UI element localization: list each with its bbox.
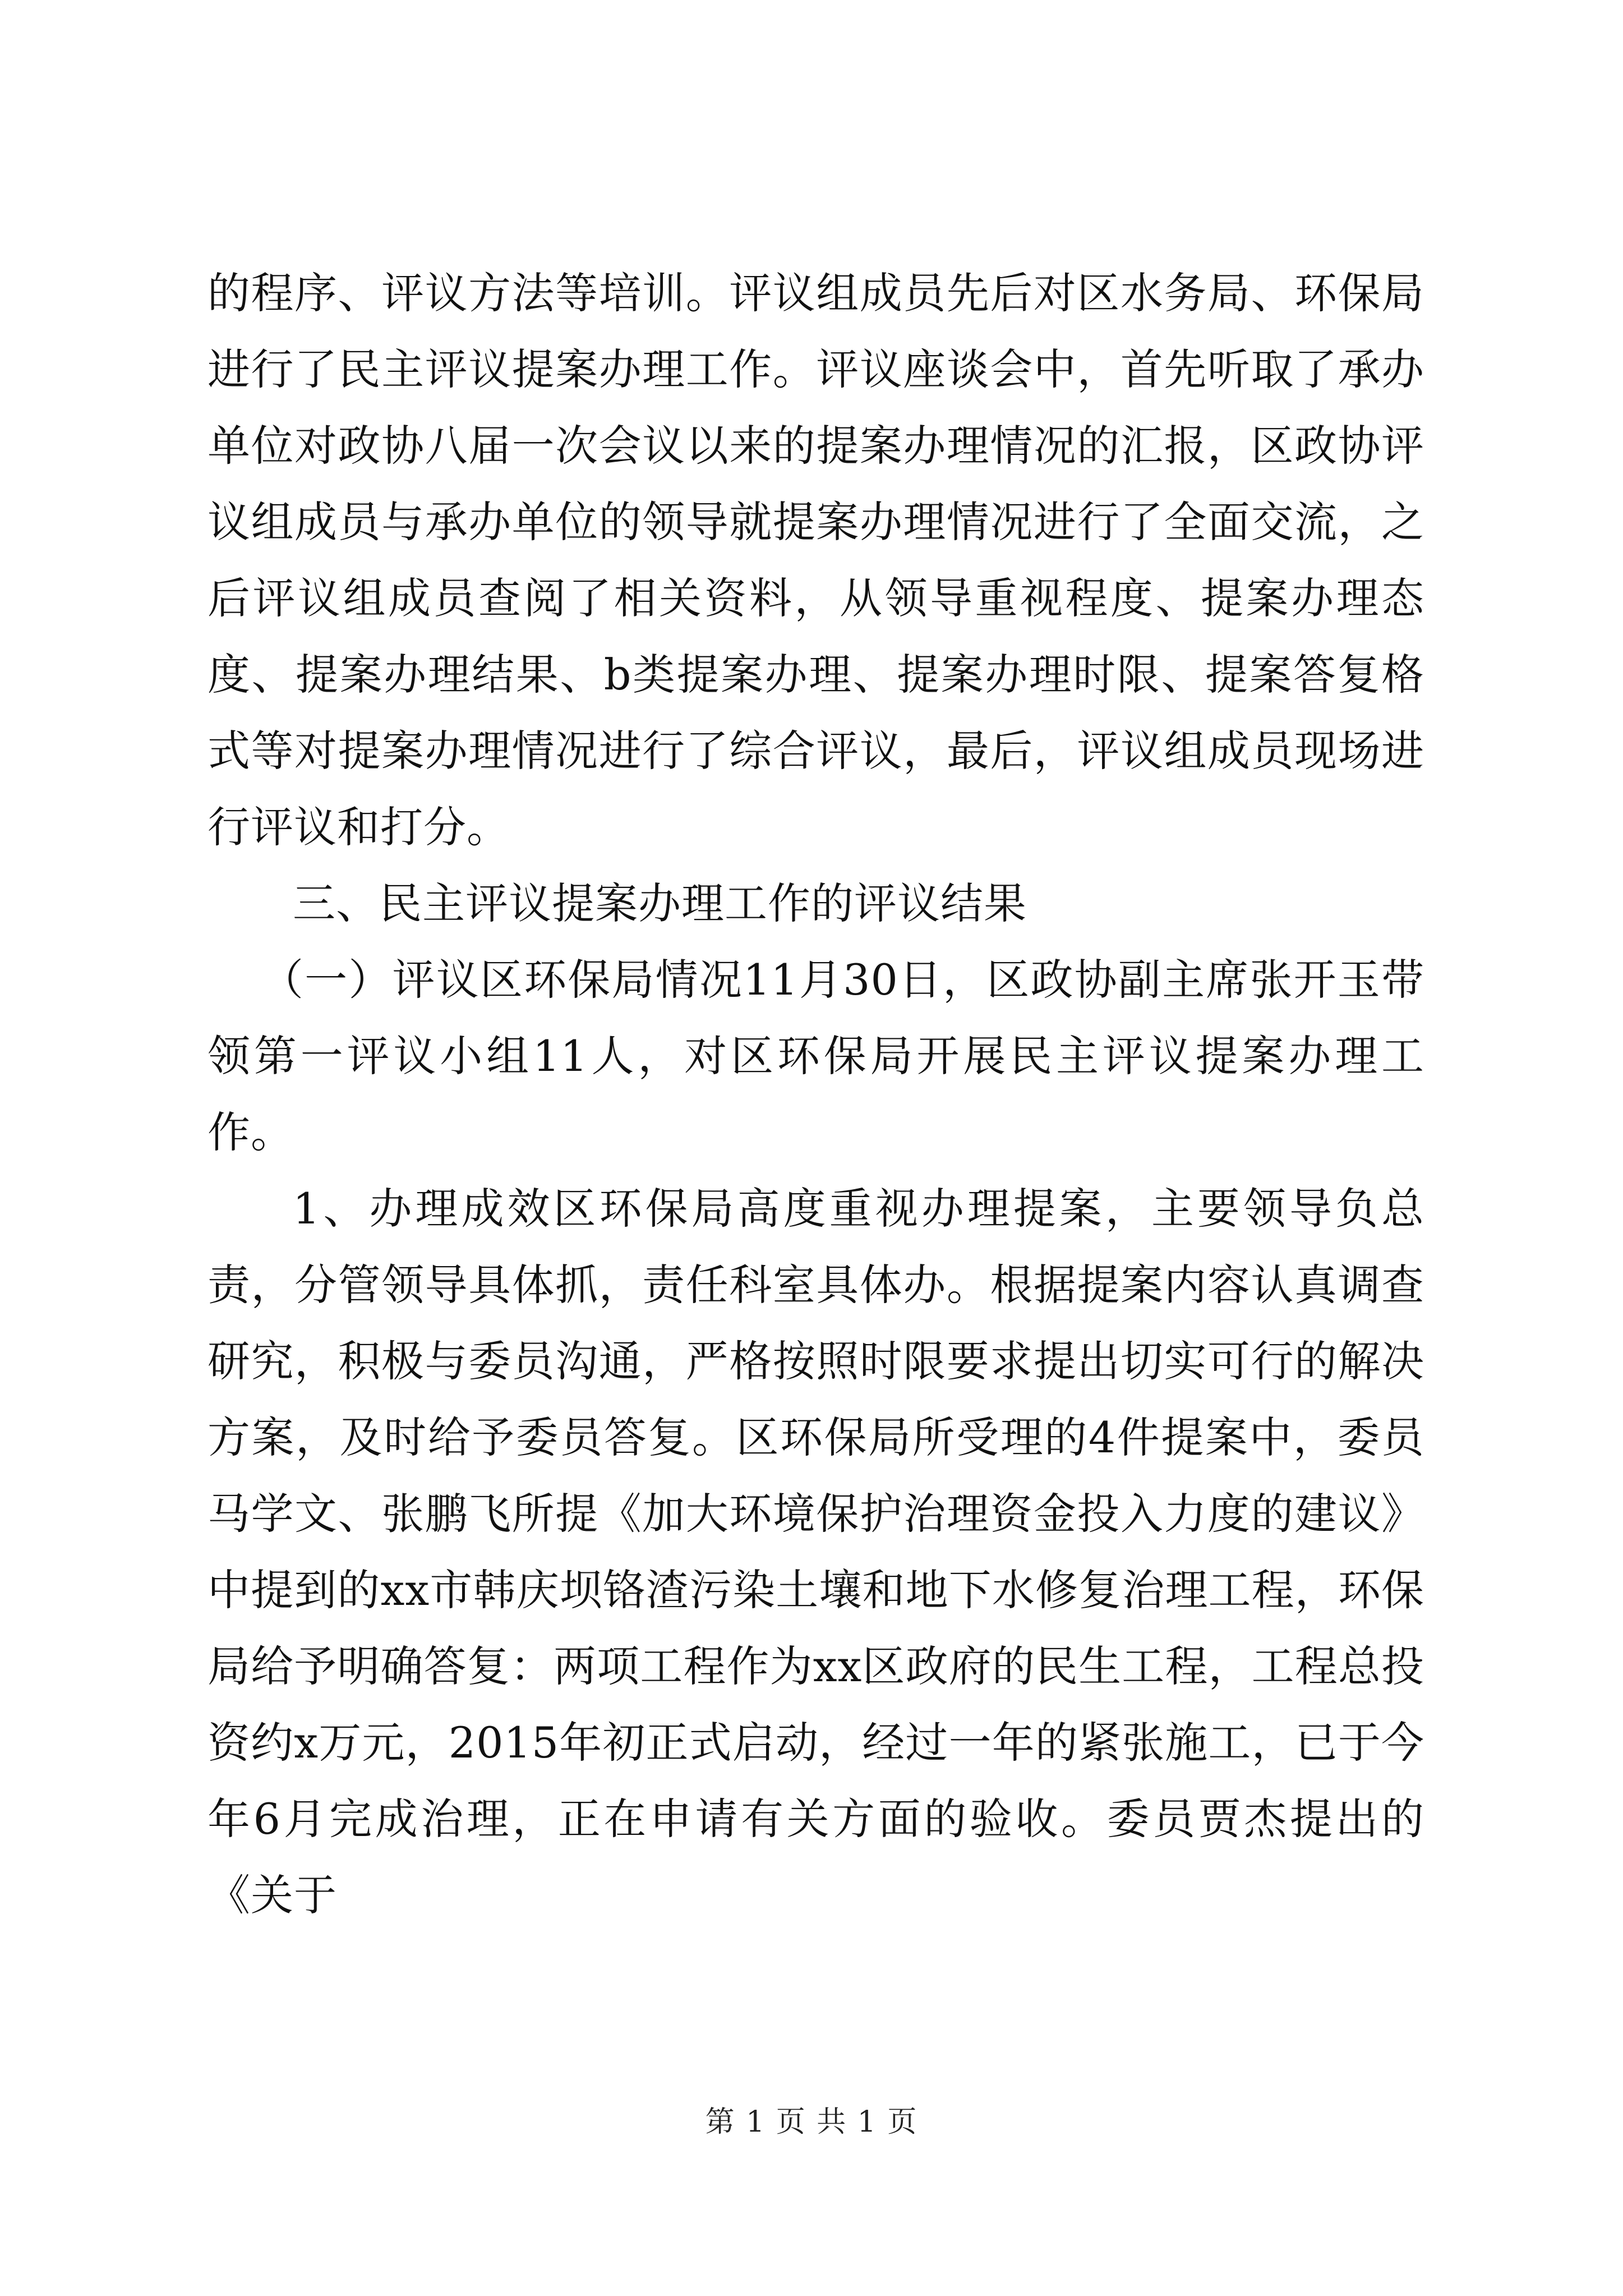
document-body [208, 255, 1424, 1934]
page-number-footer: 第 1 页 共 1 页 [705, 2105, 918, 2139]
paragraph-continued: 的程序、评议方法等培训。评议组成员先后对区水务局、环保局进行了民主评议提案办理工作。评议座谈会中，首先听取了承办单位对政协八届一次会议以来的提案办理情况的汇报，区政协评议组成员与承办单位的领导就提案办理情况进行了全面交流，之后评议组成员查阅了相关资料，从领导重视程度、提案办理态度、提案办理结果、b类提案办理、提案办理时限、提案答复格式等对提案办理情况进行了综合评议，最后，评议组成员现场进行评议和打分。 [208, 268, 1424, 852]
results-paragraph: 1、办理成效区环保局高度重视办理提案，主要领导负总责，分管领导具体抓，责任科室具体办。根据提案内容认真调查研究，积极与委员沟通，严格按照时限要求提出切实可行的解决方案，及时给予委员答复。区环保局所受理的4件提案中，委员马学文、张鹏飞所提《加大环境保护治理资金投入力度的建议》中提到的xx市韩庆坝铬渣污染土壤和地下水修复治理工程，环保局给予明确答复：两项工程作为xx区政府的民生工程，工程总投资约x万元，2015年初正式启动，经过一年的紧张施工，已于今年6月完成治理，正在申请有关方面的验收。委员贾杰提出的《关于 [208, 1184, 1424, 1920]
subsection-paragraph: （一）评议区环保局情况11月30日，区政协副主席张开玉带领第一评议小组11人，对区环保局开展民主评议提案办理工作。 [208, 955, 1424, 1157]
section-heading: 三、民主评议提案办理工作的评议结果 [293, 878, 1027, 928]
